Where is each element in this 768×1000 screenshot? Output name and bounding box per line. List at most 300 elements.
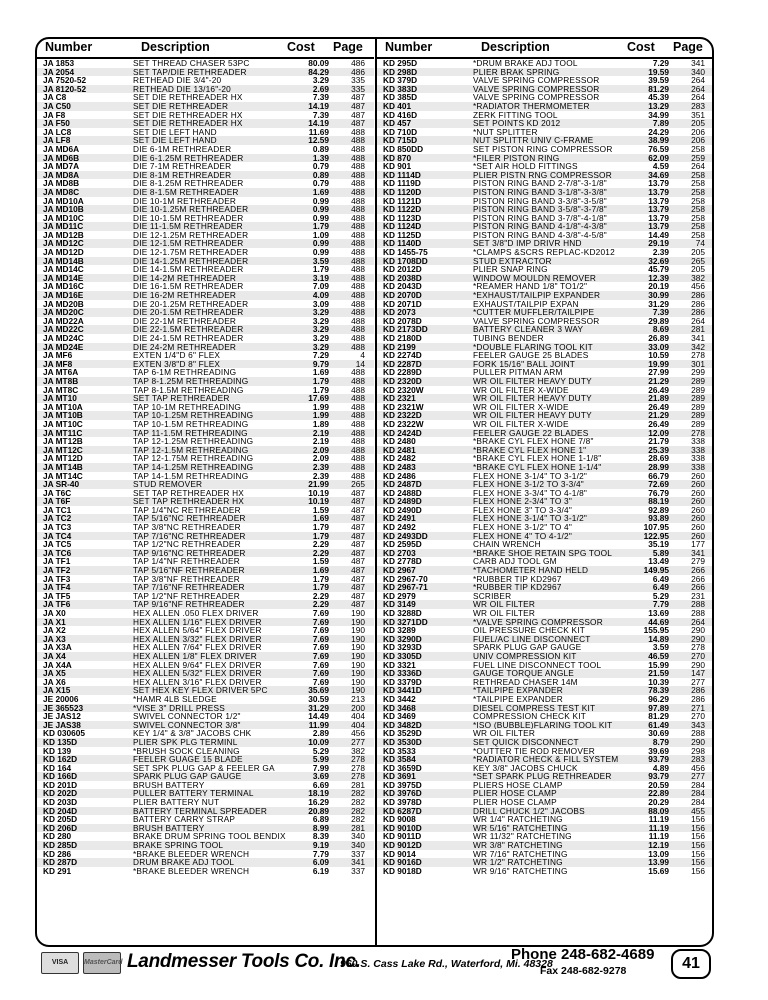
- part-description: FUEL/AC LINE DISCONNECT: [473, 634, 591, 644]
- part-cost: 34.99: [648, 110, 669, 120]
- part-number: JA X3: [43, 634, 66, 644]
- part-page: 190: [351, 626, 365, 635]
- header-description: Description: [481, 40, 550, 54]
- table-row: [37, 119, 374, 128]
- part-cost: 2.69: [312, 84, 329, 94]
- table-row: [377, 695, 714, 704]
- part-description: FLEX HONE 3-1/2 TO 3-3/4": [473, 480, 584, 489]
- part-number: JA MD16E: [43, 291, 84, 300]
- part-description: TAP 7/16"NC RETHREADER: [133, 531, 246, 541]
- part-description: CHAIN WRENCH: [473, 540, 541, 549]
- part-description: DRUM BRAKE ADJ TOOL: [133, 858, 235, 867]
- part-cost: 6.49: [652, 574, 669, 584]
- part-description: DIE 20-1.5M RETHREADER: [133, 308, 244, 317]
- table-row: [377, 171, 714, 180]
- part-description: *BRAKE CYL FLEX HONE 1-1/4": [473, 462, 602, 472]
- part-description: TAP 12-1.25M RETHREADING: [133, 437, 254, 446]
- part-number: JE 20006: [43, 694, 79, 704]
- part-cost: 1.69: [312, 187, 329, 197]
- part-page: 404: [351, 720, 365, 730]
- part-number: JA TC2: [43, 514, 72, 524]
- table-row: [377, 265, 714, 274]
- part-number: KD 206D: [43, 823, 78, 833]
- part-cost: 3.59: [312, 256, 329, 266]
- part-description: *SET SPARK PLUG RETHREADER: [473, 772, 612, 781]
- part-page: 486: [351, 59, 365, 68]
- table-row: [37, 188, 374, 197]
- part-description: SET TAP RETHREADER: [133, 394, 230, 403]
- part-description: CARB ADJ TOOL GM: [473, 557, 557, 567]
- part-page: 147: [691, 669, 705, 678]
- part-page: 488: [351, 136, 365, 145]
- part-description: TAP 14-1.5M RETHREADING: [133, 471, 249, 481]
- table-row: [377, 635, 714, 644]
- table-row: [37, 154, 374, 163]
- part-cost: 61.49: [648, 720, 669, 730]
- part-number: KD 3379D: [383, 677, 422, 687]
- part-cost: 10.19: [308, 488, 329, 498]
- part-description: PISTON RING BAND 4-3/8"-4-5/8": [473, 230, 607, 240]
- part-page: 283: [691, 755, 705, 764]
- table-row: [377, 257, 714, 266]
- header-number: Number: [385, 40, 433, 54]
- part-description: ZERK FITTING TOOL: [473, 110, 558, 120]
- part-number: JA MD14B: [43, 256, 84, 266]
- part-number: KD 3469: [383, 712, 416, 721]
- part-page: 278: [351, 772, 365, 781]
- part-cost: 4.09: [312, 291, 329, 300]
- part-description: SCRIBER: [473, 591, 512, 601]
- part-page: 488: [351, 342, 365, 352]
- part-number: KD 2482: [383, 454, 416, 463]
- part-page: 487: [351, 557, 365, 567]
- part-number: KD 3978D: [383, 798, 422, 807]
- part-description: STUD EXTRACTOR: [473, 256, 552, 266]
- part-description: DIE 16-1.5M RETHREADER: [133, 282, 244, 292]
- part-page: 290: [691, 626, 705, 635]
- part-number: KD 1119D: [383, 179, 421, 188]
- part-page: 488: [351, 428, 365, 438]
- part-page: 487: [351, 591, 365, 601]
- part-cost: 7.09: [312, 282, 329, 292]
- part-number: KD 383D: [383, 84, 418, 94]
- part-cost: 20.89: [308, 806, 329, 816]
- table-row: [377, 557, 714, 566]
- table-row: [377, 514, 714, 523]
- part-cost: 8.69: [652, 325, 669, 334]
- part-page: 487: [351, 566, 365, 575]
- part-page: 488: [351, 308, 365, 317]
- part-number: KD 9014: [383, 849, 416, 859]
- part-cost: 7.29: [312, 351, 329, 360]
- part-cost: 7.39: [312, 93, 329, 102]
- part-number: KD 1125D: [383, 230, 422, 240]
- part-description: VALVE SPRING COMPRESSOR: [473, 93, 600, 102]
- part-cost: 29.89: [648, 316, 669, 326]
- part-cost: 7.99: [312, 763, 329, 773]
- part-number: JE JAS12: [43, 712, 81, 721]
- part-cost: 1.99: [312, 402, 329, 412]
- part-description: DIE 14-1.25M RETHREADER: [133, 256, 249, 266]
- part-page: 487: [351, 583, 365, 592]
- part-page: 284: [691, 798, 705, 807]
- part-description: TAP 5/16"NC RETHREADER: [133, 514, 246, 524]
- part-cost: 6.19: [312, 866, 329, 876]
- part-cost: 3.29: [312, 334, 329, 343]
- part-description: SET DIE RETHREADER HX: [133, 119, 243, 128]
- part-number: KD 2038D: [383, 273, 422, 283]
- part-cost: 13.79: [648, 205, 669, 214]
- table-row: [37, 429, 374, 438]
- company-name: Landmesser Tools Co. Inc.: [127, 951, 361, 972]
- part-number: KD 2424D: [383, 428, 422, 438]
- part-cost: 122.95: [643, 531, 669, 541]
- part-number: JA MD12B: [43, 230, 84, 240]
- part-number: JA MD10A: [43, 196, 84, 206]
- part-description: RETHEAD DIE 3/4"-20: [133, 76, 222, 85]
- part-cost: 44.69: [648, 617, 669, 627]
- table-row: [37, 755, 374, 764]
- part-page: 190: [351, 686, 365, 695]
- part-cost: 7.69: [312, 609, 329, 618]
- part-cost: 21.99: [308, 480, 329, 489]
- part-description: DIE 8-1M RETHREADER: [133, 170, 232, 180]
- part-cost: 2.39: [312, 471, 329, 481]
- part-description: VALVE SPRING COMPRESSOR: [473, 316, 600, 326]
- table-row: [377, 540, 714, 549]
- part-page: 74: [695, 239, 705, 249]
- part-page: 156: [691, 849, 705, 859]
- table-row: [377, 532, 714, 541]
- part-page: 487: [351, 505, 365, 515]
- part-number: KD 3691: [383, 772, 416, 781]
- part-number: JA TF6: [43, 600, 71, 609]
- part-description: UNIV COMPRESSION KIT: [473, 651, 577, 661]
- part-page: 284: [691, 780, 705, 790]
- part-number: JA MD6B: [43, 153, 80, 163]
- part-cost: 14.19: [308, 119, 329, 128]
- part-page: 156: [691, 823, 705, 833]
- part-page: 488: [351, 127, 365, 137]
- table-row: [37, 618, 374, 627]
- part-number: JA MT11C: [43, 428, 83, 438]
- part-description: RETHEAD DIE 13/16"-20: [133, 84, 231, 94]
- part-number: KD 139: [43, 746, 72, 756]
- part-cost: 15.99: [648, 660, 669, 670]
- part-number: KD 3529D: [383, 729, 422, 738]
- table-row: [377, 652, 714, 661]
- part-number: JA MD11C: [43, 222, 84, 231]
- part-number: JA X2: [43, 626, 66, 635]
- table-row: [37, 291, 374, 300]
- part-number: JA C50: [43, 101, 71, 111]
- part-page: 260: [691, 514, 705, 524]
- part-number: KD 3530D: [383, 737, 422, 747]
- table-row: [377, 308, 714, 317]
- part-description: DIE 12-1.25M RETHREADER: [133, 230, 249, 240]
- table-row: [377, 472, 714, 481]
- phone-number: Phone 248-682-4689: [511, 946, 655, 963]
- part-description: STUD REMOVER: [133, 480, 203, 489]
- part-cost: 4.89: [652, 763, 669, 773]
- part-number: KD 295D: [383, 59, 418, 68]
- part-cost: 76.79: [648, 488, 669, 498]
- part-cost: 34.69: [648, 170, 669, 180]
- part-description: PLIER PISTN RNG COMPRESSOR: [473, 170, 612, 180]
- table-row: [377, 386, 714, 395]
- part-number: JA C8: [43, 93, 67, 102]
- part-number: KD 1121D: [383, 196, 422, 206]
- part-cost: 7.69: [312, 643, 329, 652]
- part-number: JA X3A: [43, 643, 72, 652]
- part-page: 486: [351, 67, 365, 77]
- table-row: [37, 394, 374, 403]
- table-row: [37, 403, 374, 412]
- table-row: [377, 755, 714, 764]
- part-description: TAP 12-1.75M RETHREADING: [133, 454, 254, 463]
- table-row: [377, 575, 714, 584]
- part-page: 258: [691, 196, 705, 206]
- part-page: 382: [691, 273, 705, 283]
- table-row: [377, 411, 714, 420]
- table-row: [37, 738, 374, 747]
- part-description: SET TAP/DIE RETHREADER: [133, 67, 247, 77]
- table-row: [377, 764, 714, 773]
- table-row: [37, 102, 374, 111]
- table-row: [37, 549, 374, 558]
- part-cost: 9.19: [312, 841, 329, 850]
- part-description: SWIVEL CONNECTOR 3/8": [133, 720, 241, 730]
- part-number: KD 416D: [383, 110, 418, 120]
- part-number: KD 3290D: [383, 634, 422, 644]
- part-cost: 66.79: [648, 471, 669, 481]
- mastercard-icon: MasterCard: [83, 952, 121, 974]
- part-number: KD 203D: [43, 798, 78, 807]
- table-row: [37, 300, 374, 309]
- part-page: 338: [691, 454, 705, 463]
- part-number: KD 850DD: [383, 144, 424, 154]
- part-page: 270: [691, 651, 705, 661]
- part-description: *TACHOMETER HAND HELD: [473, 566, 589, 575]
- part-page: 488: [351, 222, 365, 231]
- part-page: 487: [351, 119, 365, 128]
- part-page: 488: [351, 402, 365, 412]
- table-row: [37, 68, 374, 77]
- table-row: [377, 678, 714, 687]
- table-row: [377, 437, 714, 446]
- part-number: KD 1122D: [383, 205, 422, 214]
- table-row: [377, 686, 714, 695]
- part-number: KD 3293D: [383, 643, 422, 652]
- part-number: KD 162D: [43, 755, 78, 764]
- part-cost: 2.39: [312, 462, 329, 472]
- part-description: WR OIL FILTER X-WIDE: [473, 419, 569, 429]
- part-number: KD 2322D: [383, 411, 422, 420]
- part-cost: 92.89: [648, 505, 669, 515]
- table-row: [37, 386, 374, 395]
- part-number: KD 285D: [43, 841, 78, 850]
- part-page: 190: [351, 617, 365, 627]
- part-cost: 1.39: [312, 153, 329, 163]
- table-row: [377, 188, 714, 197]
- table-row: [377, 403, 714, 412]
- part-page: 487: [351, 574, 365, 584]
- part-cost: 10.59: [648, 351, 669, 360]
- part-description: FORK 15/16" BALL JOINT: [473, 359, 576, 369]
- part-page: 264: [691, 93, 705, 102]
- part-page: 488: [351, 265, 365, 274]
- part-description: DIE 8-1.5M RETHREADER: [133, 187, 239, 197]
- part-description: FUEL LINE DISCONNECT TOOL: [473, 660, 602, 670]
- table-row: [37, 463, 374, 472]
- part-page: 278: [691, 351, 705, 360]
- part-description: WR OIL FILTER X-WIDE: [473, 402, 569, 412]
- part-page: 341: [691, 59, 705, 68]
- part-page: 290: [691, 634, 705, 644]
- part-number: KD 9016D: [383, 858, 422, 867]
- part-page: 487: [351, 600, 365, 609]
- table-row: [37, 583, 374, 592]
- part-number: JA MT12D: [43, 454, 83, 463]
- part-cost: 28.99: [648, 462, 669, 472]
- part-description: FLEX HONE 3-3/4" TO 4-1/8": [473, 488, 588, 498]
- fax-number: Fax 248-682-9278: [540, 965, 627, 977]
- part-page: 258: [691, 222, 705, 231]
- table-row: [377, 179, 714, 188]
- part-cost: 12.59: [308, 136, 329, 145]
- table-row: [37, 566, 374, 575]
- part-cost: 2.29: [312, 600, 329, 609]
- part-number: JA MT10A: [43, 402, 83, 412]
- part-number: JA TC4: [43, 531, 72, 541]
- part-description: WR OIL FILTER HEAVY DUTY: [473, 394, 592, 403]
- part-cost: 11.99: [308, 720, 329, 730]
- part-number: KD 1455-75: [383, 248, 428, 257]
- part-page: 278: [691, 428, 705, 438]
- part-number: KD 3441D: [383, 686, 422, 695]
- part-page: 213: [351, 694, 365, 704]
- part-page: 282: [351, 806, 365, 816]
- part-description: SET DIE LEFT HAND: [133, 136, 217, 145]
- part-description: SET DIE LEFT HAND: [133, 127, 217, 137]
- part-number: KD 030605: [43, 729, 85, 738]
- table-row: [37, 557, 374, 566]
- part-page: 156: [691, 841, 705, 850]
- part-cost: 20.19: [648, 282, 669, 292]
- part-cost: 2.39: [652, 248, 669, 257]
- part-page: 264: [691, 76, 705, 85]
- part-cost: 0.89: [312, 170, 329, 180]
- part-page: 266: [691, 583, 705, 592]
- part-number: JA MD20C: [43, 308, 84, 317]
- part-page: 488: [351, 376, 365, 386]
- part-description: BATTERY CARRY STRAP: [133, 815, 236, 824]
- part-description: FEELER GAUGE 25 BLADES: [473, 351, 589, 360]
- part-number: KD 9018D: [383, 866, 422, 876]
- part-page: 301: [691, 359, 705, 369]
- part-number: KD 3442: [383, 694, 416, 704]
- part-page: 337: [351, 866, 365, 876]
- part-page: 258: [691, 170, 705, 180]
- part-number: KD 2199: [383, 342, 416, 352]
- part-number: KD 2322W: [383, 419, 424, 429]
- part-page: 456: [351, 729, 365, 738]
- part-cost: 2.09: [312, 445, 329, 455]
- part-page: 290: [691, 660, 705, 670]
- part-cost: 31.29: [308, 703, 329, 713]
- part-description: PLIER SPK PLG TERMINL: [133, 737, 238, 747]
- part-number: JA 8120-52: [43, 84, 87, 94]
- part-number: KD 2287D: [383, 359, 422, 369]
- table-row: [377, 162, 714, 171]
- part-page: 290: [691, 737, 705, 747]
- part-number: KD 901: [383, 162, 412, 171]
- part-page: 288: [691, 729, 705, 738]
- part-description: TAP 10-1.25M RETHREADING: [133, 411, 254, 420]
- part-cost: 93.79: [648, 772, 669, 781]
- table-row: [377, 798, 714, 807]
- part-description: HEX ALLEN 5/32" FLEX DRIVER: [133, 669, 262, 678]
- part-number: JA LC8: [43, 127, 72, 137]
- part-description: SET QUICK DISCONNECT: [473, 737, 579, 747]
- part-description: PISTON RING BAND 2-7/8"-3-1/8": [473, 179, 607, 188]
- table-row: [377, 626, 714, 635]
- table-row: [377, 858, 714, 867]
- part-description: DIE 6-1.25M RETHREADER: [133, 153, 244, 163]
- part-cost: 22.89: [648, 789, 669, 799]
- table-row: [37, 824, 374, 833]
- part-page: 343: [691, 720, 705, 730]
- part-page: 286: [691, 291, 705, 300]
- part-cost: 46.59: [648, 651, 669, 661]
- table-row: [377, 463, 714, 472]
- table-row: [37, 489, 374, 498]
- part-number: KD 2967-71: [383, 583, 428, 592]
- part-cost: 7.69: [312, 660, 329, 670]
- part-cost: 0.89: [312, 144, 329, 154]
- part-page: 488: [351, 394, 365, 403]
- part-cost: 30.69: [648, 729, 669, 738]
- table-row: [377, 832, 714, 841]
- table-row: [37, 772, 374, 781]
- part-page: 277: [691, 677, 705, 687]
- part-page: 260: [691, 488, 705, 498]
- table-row: [377, 239, 714, 248]
- part-number: KD 1708DD: [383, 256, 428, 266]
- part-description: *EXHAUST/TAILPIP EXPANDER: [473, 291, 601, 300]
- part-description: FLEX HONE 3-1/4" TO 3-1/2": [473, 514, 588, 524]
- table-row: [377, 721, 714, 730]
- part-cost: 7.69: [312, 634, 329, 644]
- part-number: KD 2967-70: [383, 574, 428, 584]
- payment-cards: [41, 952, 121, 972]
- part-cost: 14.49: [648, 230, 669, 240]
- table-row: [37, 850, 374, 859]
- part-cost: 0.79: [312, 162, 329, 171]
- part-description: WR 1/4" RATCHETING: [473, 815, 563, 824]
- part-description: HEX ALLEN 7/64" FLEX DRIVER: [133, 643, 262, 652]
- table-row: [377, 738, 714, 747]
- part-page: 284: [691, 789, 705, 799]
- part-page: 288: [691, 609, 705, 618]
- part-page: 205: [691, 265, 705, 274]
- header-description: Description: [141, 40, 210, 54]
- table-row: [377, 669, 714, 678]
- part-number: KD 2078D: [383, 316, 422, 326]
- table-row: [37, 789, 374, 798]
- part-page: 487: [351, 101, 365, 111]
- part-number: KD 6287D: [383, 806, 422, 816]
